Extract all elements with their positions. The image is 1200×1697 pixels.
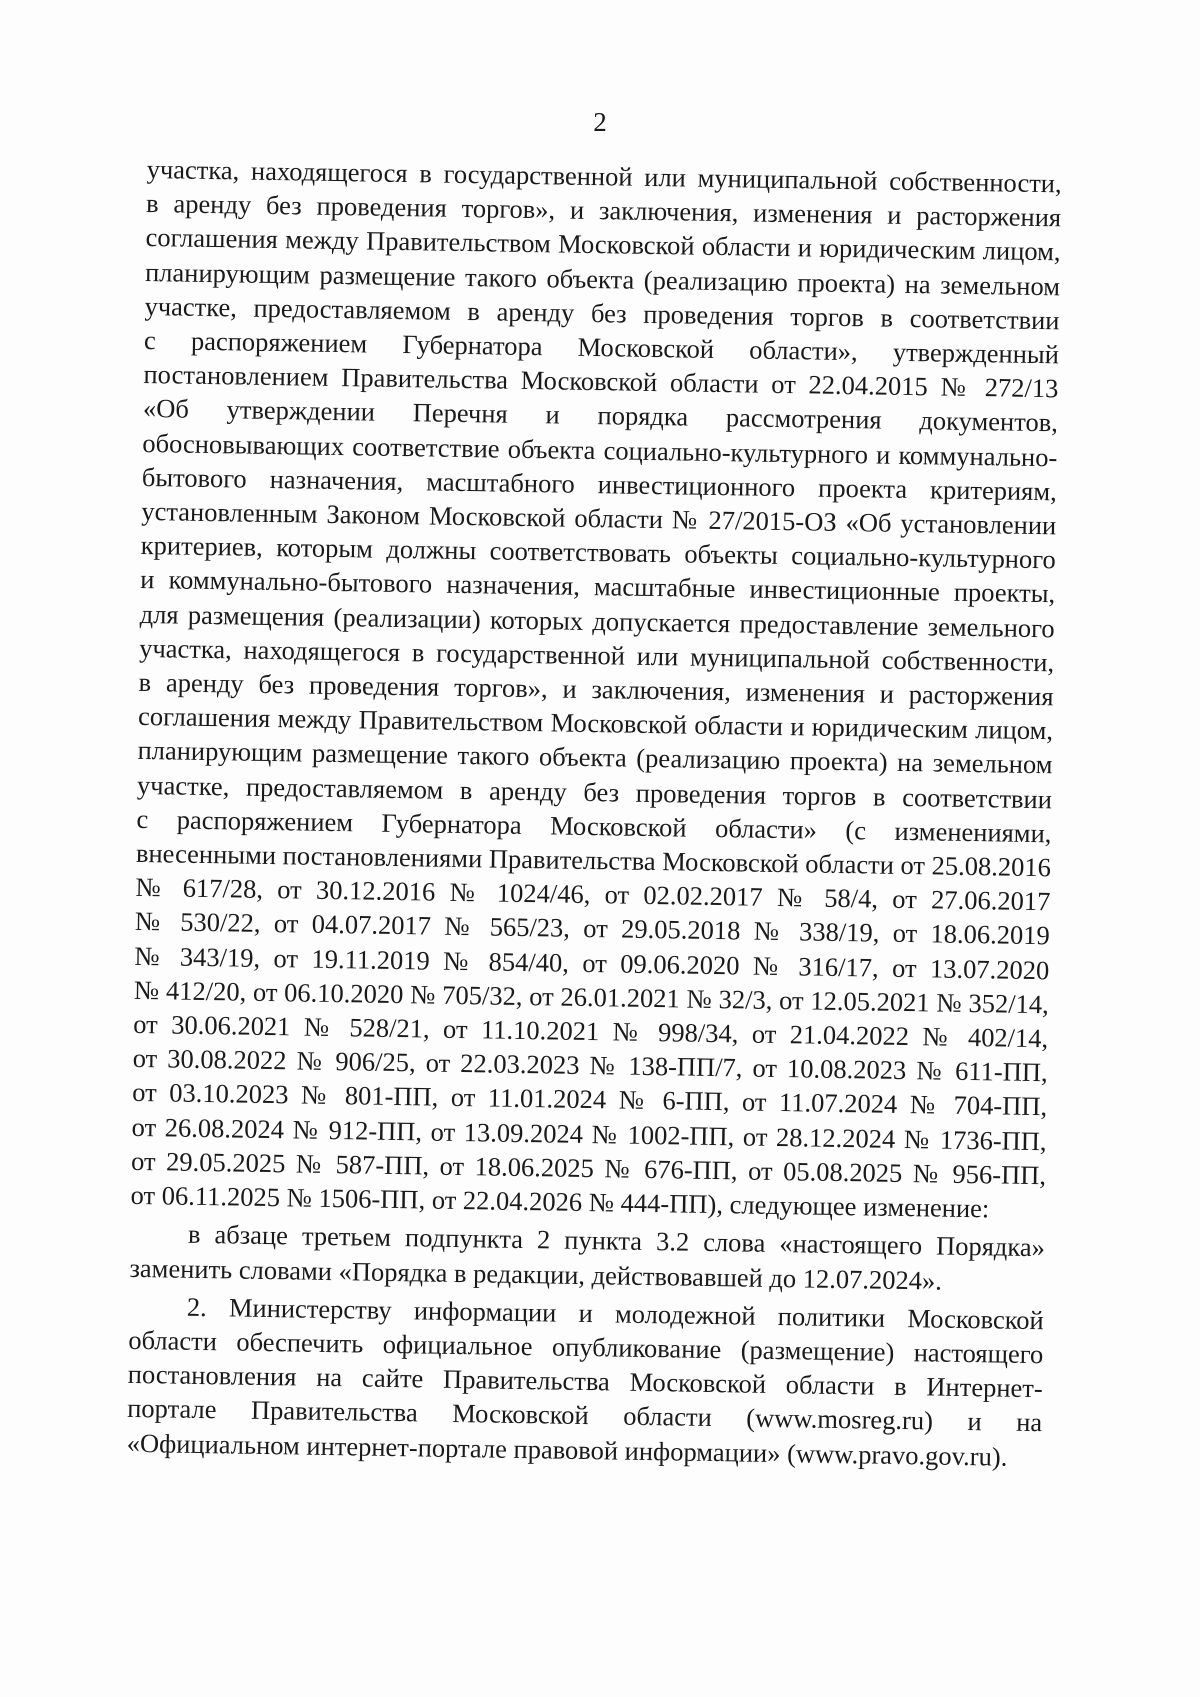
text-line: критериев, которым должны соответствовать объекты социально-культурного — [140, 530, 1056, 575]
text-line: для размещения (реализации) которых допускается предоставление земельного — [139, 598, 1055, 643]
text-line: участке, предоставляемом в аренду без проведения торгов в соответствии — [136, 769, 1053, 814]
text-line: соглашения между Правительством Московской области и юридическим лицом, — [137, 701, 1054, 746]
text-line: № 617/28, от 30.12.2016 № 1024/46, от 02.02.2017 № 58/4, от 27.06.2017 — [135, 872, 1051, 917]
text-line: в аренду без проведения торгов», и заключения, изменения и расторжения — [138, 666, 1054, 712]
text-line: и коммунально-бытового назначения, масштабные инвестиционные проекты, — [140, 564, 1056, 609]
paragraph-publication-order — [126, 1289, 1044, 1474]
text-line: участка, находящегося в государственной или муниципальной собственности, — [138, 632, 1055, 678]
document-body — [126, 152, 1061, 1474]
text-line: соглашения между Правительством Московской области и юридическим лицом, — [145, 222, 1061, 267]
text-line: № 412/20, от 06.10.2020 № 705/32, от 26.01.2021 № 32/3, от 12.05.2021 № 352/14, — [133, 974, 1049, 1020]
text-line: участке, предоставляемом в аренду без проведения торгов в соответствии — [144, 290, 1060, 336]
paragraph-amendment-change — [129, 1216, 1045, 1299]
text-line: «Об утверждении Перечня и порядка рассмотрения документов, — [142, 393, 1059, 438]
text-line: с распоряжением Губернатора Московской области» (с изменениями, — [136, 803, 1052, 849]
text-line: заменить словами «Порядка в редакции, действовавшей до 12.07.2024». — [129, 1252, 943, 1296]
text-line: области обеспечить официальное опубликование (размещение) настоящего — [128, 1324, 1044, 1370]
text-line: бытового назначения, масштабного инвестиционного проекта критериям, — [141, 461, 1058, 507]
text-line: в абзаце третьем подпункта 2 пункта 3.2 слова «настоящего Порядка» — [187, 1219, 1046, 1263]
text-line: постановлением Правительства Московской области от 22.04.2015 № 272/13 — [143, 359, 1059, 404]
text-line: от 30.08.2022 № 906/25, от 22.03.2023 № 138-ПП/7, от 10.08.2023 № 611-ПП, — [132, 1043, 1048, 1088]
paragraph-amendment-title — [130, 152, 1062, 1227]
text-line: от 29.05.2025 № 587-ПП, от 18.06.2025 № 676-ПП, от 05.08.2025 № 956-ПП, — [130, 1145, 1047, 1191]
text-line: планирующим размещение такого объекта (реализацию проекта) на земельном — [137, 735, 1053, 780]
text-line: от 06.11.2025 № 1506-ПП, от 22.04.2026 № 444-ПП), следующее изменение: — [130, 1179, 990, 1224]
text-line: участка, находящегося в государственной или муниципальной собственности, — [146, 153, 1062, 199]
text-line: внесенными постановлениями Правительства Московской области от 25.08.2016 — [135, 837, 1052, 883]
page-number: 2 — [593, 107, 607, 137]
text-line: от 03.10.2023 № 801-ПП, от 11.01.2024 № 6-ПП, от 11.07.2024 № 704-ПП, — [131, 1077, 1048, 1122]
text-line: «Официальном интернет-портале правовой информации» (www.pravo.gov.ru). — [126, 1427, 1008, 1472]
text-line: постановления на сайте Правительства Московской области в Интернет- — [127, 1358, 1043, 1404]
text-line: установленным Законом Московской области № 27/2015-ОЗ «Об установлении — [141, 495, 1057, 541]
text-line: в аренду без проведения торгов», и заключения, изменения и расторжения — [145, 188, 1062, 233]
text-line: с распоряжением Губернатора Московской области», утвержденный — [143, 324, 1060, 370]
text-line: планирующим размещение такого объекта (реализацию проекта) на земельном — [144, 256, 1061, 301]
text-line: от 30.06.2021 № 528/21, от 11.10.2021 № 998/34, от 21.04.2022 № 402/14, — [133, 1008, 1049, 1054]
text-line: от 26.08.2024 № 912-ПП, от 13.09.2024 № 1002-ПП, от 28.12.2024 № 1736-ПП, — [131, 1111, 1047, 1156]
text-line: 2. Министерству информации и молодежной политики Московской — [186, 1291, 1045, 1335]
text-line: портале Правительства Московской области (www.mosreg.ru) и на — [127, 1393, 1043, 1438]
text-line: № 530/22, от 04.07.2017 № 565/23, от 29.05.2018 № 338/19, от 18.06.2019 — [134, 906, 1051, 951]
text-line: обосновывающих соответствие объекта социально-культурного и коммунально- — [142, 427, 1058, 472]
text-line: № 343/19, от 19.11.2019 № 854/40, от 09.06.2020 № 316/17, от 13.07.2020 — [134, 940, 1050, 985]
